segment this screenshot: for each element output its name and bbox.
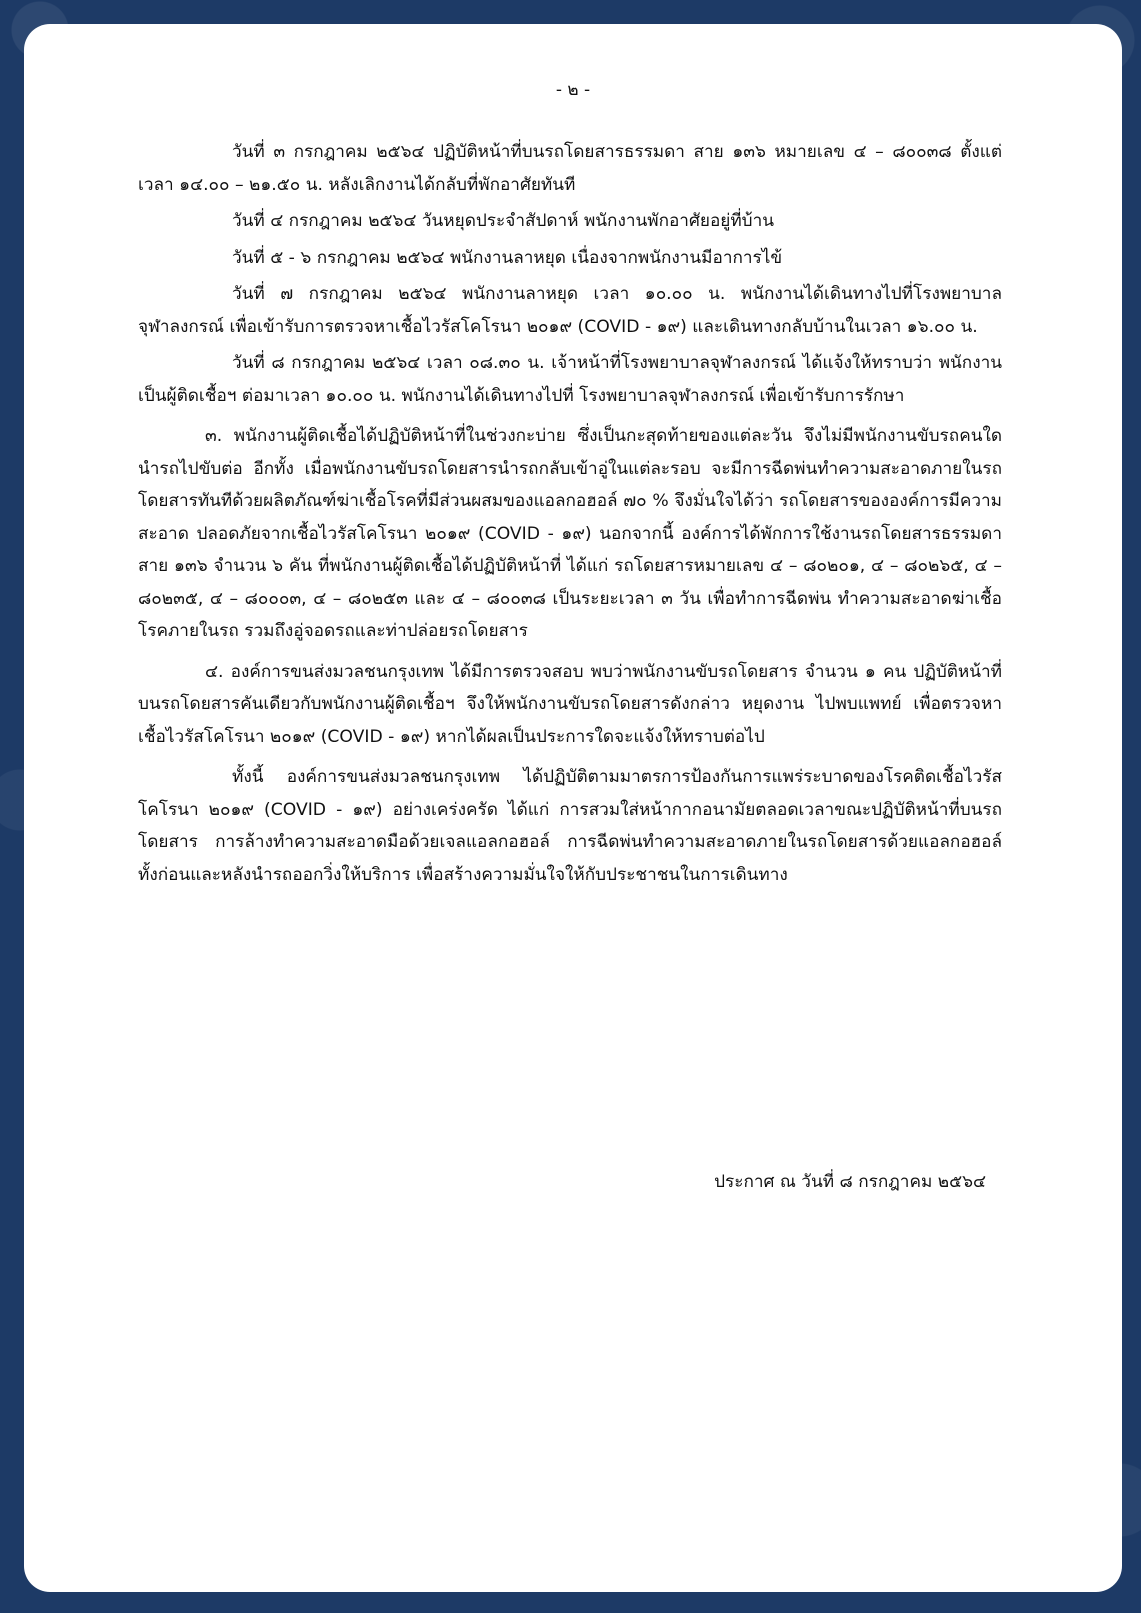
paragraph-july-8: วันที่ ๘ กรกฎาคม ๒๕๖๔ เวลา ๐๘.๓๐ น. เจ้าหน้าที่โรงพยาบาลจุฬาลงกรณ์ ได้แจ้งให้ทราบว่า พนักงานเป็นผู้ติดเชื้อฯ ต่อมาเวลา ๑๐.๐๐ น. พนักงานได้เดินทางไปที่ โรงพยาบาลจุฬาลงกรณ์ เพื่อเข้ารับการรักษา xyxy=(138,353,1002,406)
paragraph-summary: ทั้งนี้ องค์การขนส่งมวลชนกรุงเทพ ได้ปฏิบัติตามมาตรการป้องกันการแพร่ระบาดของโรคติดเชื้อไวรัสโคโรนา ๒๐๑๙ (COVID - ๑๙) อย่างเคร่งครัด ได้แก่ การสวมใส่หน้ากากอนามัยตลอดเวลาขณะปฏิบัติหน้าที่บนรถโดยสาร การล้างทำความสะอาดมือด้วยเจลแอลกอฮอล์ การฉีดพ่นทำความสะอาดภายในรถโดยสารด้วยแอลกอฮอล์ ทั้งก่อนและหลังนำรถออกวิ่งให้บริการ เพื่อสร้างความมั่นใจให้กับประชาชนในการเดินทาง xyxy=(138,767,1002,885)
paragraph-item-3: ๓. พนักงานผู้ติดเชื้อได้ปฏิบัติหน้าที่ในช่วงกะบ่าย ซึ่งเป็นกะสุดท้ายของแต่ละวัน จึงไม่มีพนักงานขับรถคนใดนำรถไปขับต่อ อีกทั้ง เมื่อพนักงานขับรถโดยสารนำรถกลับเข้าอู่ในแต่ละรอบ จะมีการฉีดพ่นทำความสะอาดภายในรถโดยสารทันทีด้วยผลิตภัณฑ์ฆ่าเชื้อโรคที่มีส่วนผสมของแอลกอฮอล์ ๗๐ % จึงมั่นใจได้ว่า รถโดยสารขององค์การมีความสะอาด ปลอดภัยจากเชื้อไวรัสโคโรนา ๒๐๑๙ (COVID - ๑๙) นอกจากนี้ องค์การได้พักการใช้งานรถโดยสารธรรมดา สาย ๑๓๖ จำนวน ๖ คัน ที่พนักงานผู้ติดเชื้อได้ปฏิบัติหน้าที่ ได้แก่ รถโดยสารหมายเลข ๔ – ๘๐๒๐๑, ๔ – ๘๐๒๖๕, ๔ – ๘๐๒๓๕, ๔ – ๘๐๐๐๓, ๔ – ๘๐๒๕๓ และ ๔ – ๘๐๐๓๘ เป็นระยะเวลา ๓ วัน เพื่อทำการฉีดพ่น ทำความสะอาดฆ่าเชื้อโรคภายในรถ รวมถึงอู่จอดรถและท่าปล่อยรถโดยสาร xyxy=(138,426,1002,641)
paragraph-july-5-6: วันที่ ๕ - ๖ กรกฎาคม ๒๕๖๔ พนักงานลาหยุด เนื่องจากพนักงานมีอาการไข้ xyxy=(232,247,783,268)
paragraph-july-3: วันที่ ๓ กรกฎาคม ๒๕๖๔ ปฏิบัติหน้าที่บนรถโดยสารธรรมดา สาย ๑๓๖ หมายเลข ๔ – ๘๐๐๓๘ ตั้งแต่เวลา ๑๔.๐๐ – ๒๑.๕๐ น. หลังเลิกงานได้กลับที่พักอาศัยทันที xyxy=(138,142,1002,195)
paragraph-july-4: วันที่ ๔ กรกฎาคม ๒๕๖๔ วันหยุดประจำสัปดาห์ พนักงานพักอาศัยอยู่ที่บ้าน xyxy=(232,211,774,231)
document-body xyxy=(138,136,1002,895)
signoff-date: ประกาศ ณ วันที่ ๘ กรกฎาคม ๒๕๖๔ xyxy=(714,1172,986,1192)
page-number: - ๒ - xyxy=(555,80,591,100)
paragraph-item-4: ๔. องค์การขนส่งมวลชนกรุงเทพ ได้มีการตรวจสอบ พบว่าพนักงานขับรถโดยสาร จำนวน ๑ คน ปฏิบัติหน้าที่บนรถโดยสารคันเดียวกับพนักงานผู้ติดเชื้อฯ จึงให้พนักงานขับรถโดยสารดังกล่าว หยุดงาน ไปพบแพทย์ เพื่อตรวจหาเชื้อไวรัสโคโรนา ๒๐๑๙ (COVID - ๑๙) หากได้ผลเป็นประการใดจะแจ้งให้ทราบต่อไป xyxy=(138,661,1002,747)
document-page xyxy=(24,24,1122,1592)
paragraph-july-7: วันที่ ๗ กรกฎาคม ๒๕๖๔ พนักงานลาหยุด เวลา ๑๐.๐๐ น. พนักงานได้เดินทางไปที่โรงพยาบาลจุฬาลงกรณ์ เพื่อเข้ารับการตรวจหาเชื้อไวรัสโคโรนา ๒๐๑๙ (COVID - ๑๙) และเดินทางกลับบ้านในเวลา ๑๖.๐๐ น. xyxy=(138,284,1002,337)
